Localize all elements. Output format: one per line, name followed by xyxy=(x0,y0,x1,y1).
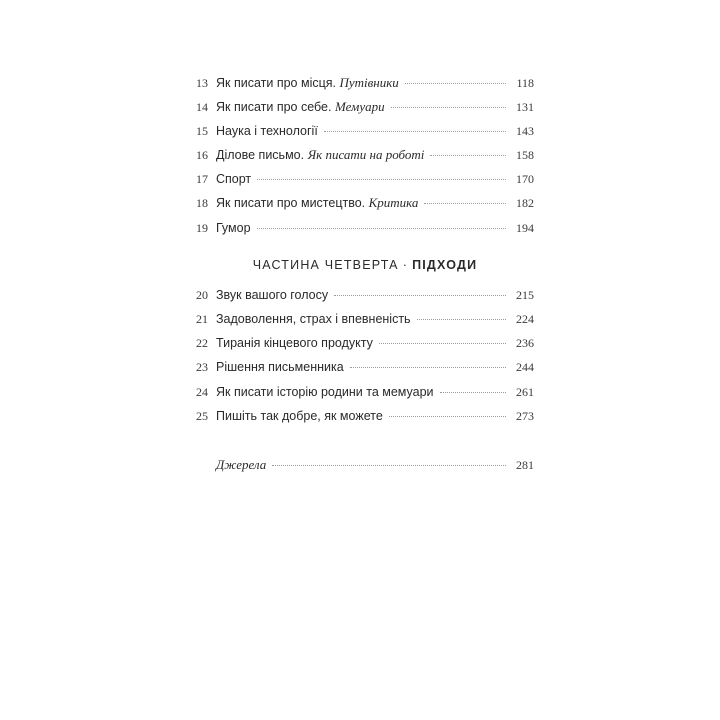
toc-entry-22[interactable] xyxy=(196,334,534,352)
toc-entry-14[interactable] xyxy=(196,98,534,116)
chapter-title: Спорт xyxy=(216,172,252,186)
chapter-number: 16 xyxy=(196,148,208,162)
page-number: 281 xyxy=(516,458,534,472)
chapter-title: Як писати історію родини та мемуари xyxy=(216,385,434,399)
chapter-title: Як писати про місця. Путівники xyxy=(216,75,399,90)
toc-entry-15[interactable] xyxy=(196,122,534,140)
dot-leader xyxy=(334,295,506,296)
page-number: 143 xyxy=(516,124,534,138)
chapter-number: 17 xyxy=(196,172,208,186)
dot-leader xyxy=(257,179,506,180)
page-number: 215 xyxy=(516,288,534,302)
part-four-heading xyxy=(196,258,534,272)
dot-leader xyxy=(440,392,506,393)
page-number: 182 xyxy=(516,196,534,210)
chapter-number: 23 xyxy=(196,360,208,374)
dot-leader xyxy=(324,131,506,132)
chapter-number: 24 xyxy=(196,385,208,399)
toc-entry-18[interactable] xyxy=(196,194,534,212)
sources-title: Джерела xyxy=(216,457,267,472)
page-number: 273 xyxy=(516,409,534,423)
toc-entry-17[interactable] xyxy=(196,170,534,188)
part-label: ЧАСТИНА ЧЕТВЕРТА xyxy=(252,258,399,272)
chapter-title: Звук вашого голосу xyxy=(216,288,329,302)
page-number: 236 xyxy=(516,336,534,350)
chapter-title: Тиранія кінцевого продукту xyxy=(216,336,373,350)
chapter-number: 15 xyxy=(196,124,208,138)
chapter-number: 20 xyxy=(196,288,208,302)
toc-entry-25[interactable] xyxy=(196,407,534,425)
page-number: 244 xyxy=(516,360,534,374)
page-number: 131 xyxy=(516,100,534,114)
chapter-title: Пишіть так добре, як можете xyxy=(216,409,383,423)
chapter-number: 22 xyxy=(196,336,208,350)
dot-leader xyxy=(391,107,506,108)
dot-leader xyxy=(379,343,506,344)
page-number: 118 xyxy=(516,76,534,90)
toc-entry-sources[interactable] xyxy=(196,456,534,474)
toc-entry-20[interactable] xyxy=(196,286,534,304)
dot-leader xyxy=(424,203,506,204)
chapter-number: 14 xyxy=(196,100,208,114)
chapter-number: 13 xyxy=(196,76,208,90)
chapter-title: Гумор xyxy=(216,221,251,235)
chapter-number: 19 xyxy=(196,221,208,235)
chapter-number: 21 xyxy=(196,312,208,326)
dot-leader xyxy=(389,416,506,417)
chapter-title: Ділове письмо. Як писати на роботі xyxy=(216,147,425,162)
chapter-number: 18 xyxy=(196,196,208,210)
chapter-title: Як писати про себе. Мемуари xyxy=(216,99,385,114)
toc-entry-24[interactable] xyxy=(196,383,534,401)
toc-entry-16[interactable] xyxy=(196,146,534,164)
page-number: 170 xyxy=(516,172,534,186)
toc-entry-13[interactable] xyxy=(196,74,534,92)
page-number: 194 xyxy=(516,221,534,235)
toc-entry-23[interactable] xyxy=(196,358,534,376)
chapter-title: Як писати про мистецтво. Критика xyxy=(216,195,419,210)
page-number: 224 xyxy=(516,312,534,326)
page-number: 261 xyxy=(516,385,534,399)
chapter-title: Рішення письменника xyxy=(216,360,344,374)
dot-leader xyxy=(417,319,506,320)
chapter-number: 25 xyxy=(196,409,208,423)
dot-leader xyxy=(272,465,506,466)
part-name: ПІДХОДИ xyxy=(412,258,478,272)
dot-leader xyxy=(257,228,506,229)
dot-leader xyxy=(405,83,506,84)
chapter-title: Наука і технології xyxy=(216,124,318,138)
part-separator: · xyxy=(402,258,409,272)
dot-leader xyxy=(350,367,506,368)
toc-entry-21[interactable] xyxy=(196,310,534,328)
dot-leader xyxy=(430,155,506,156)
toc-entry-19[interactable] xyxy=(196,219,534,237)
page-number: 158 xyxy=(516,148,534,162)
chapter-title: Задоволення, страх і впевненість xyxy=(216,312,411,326)
